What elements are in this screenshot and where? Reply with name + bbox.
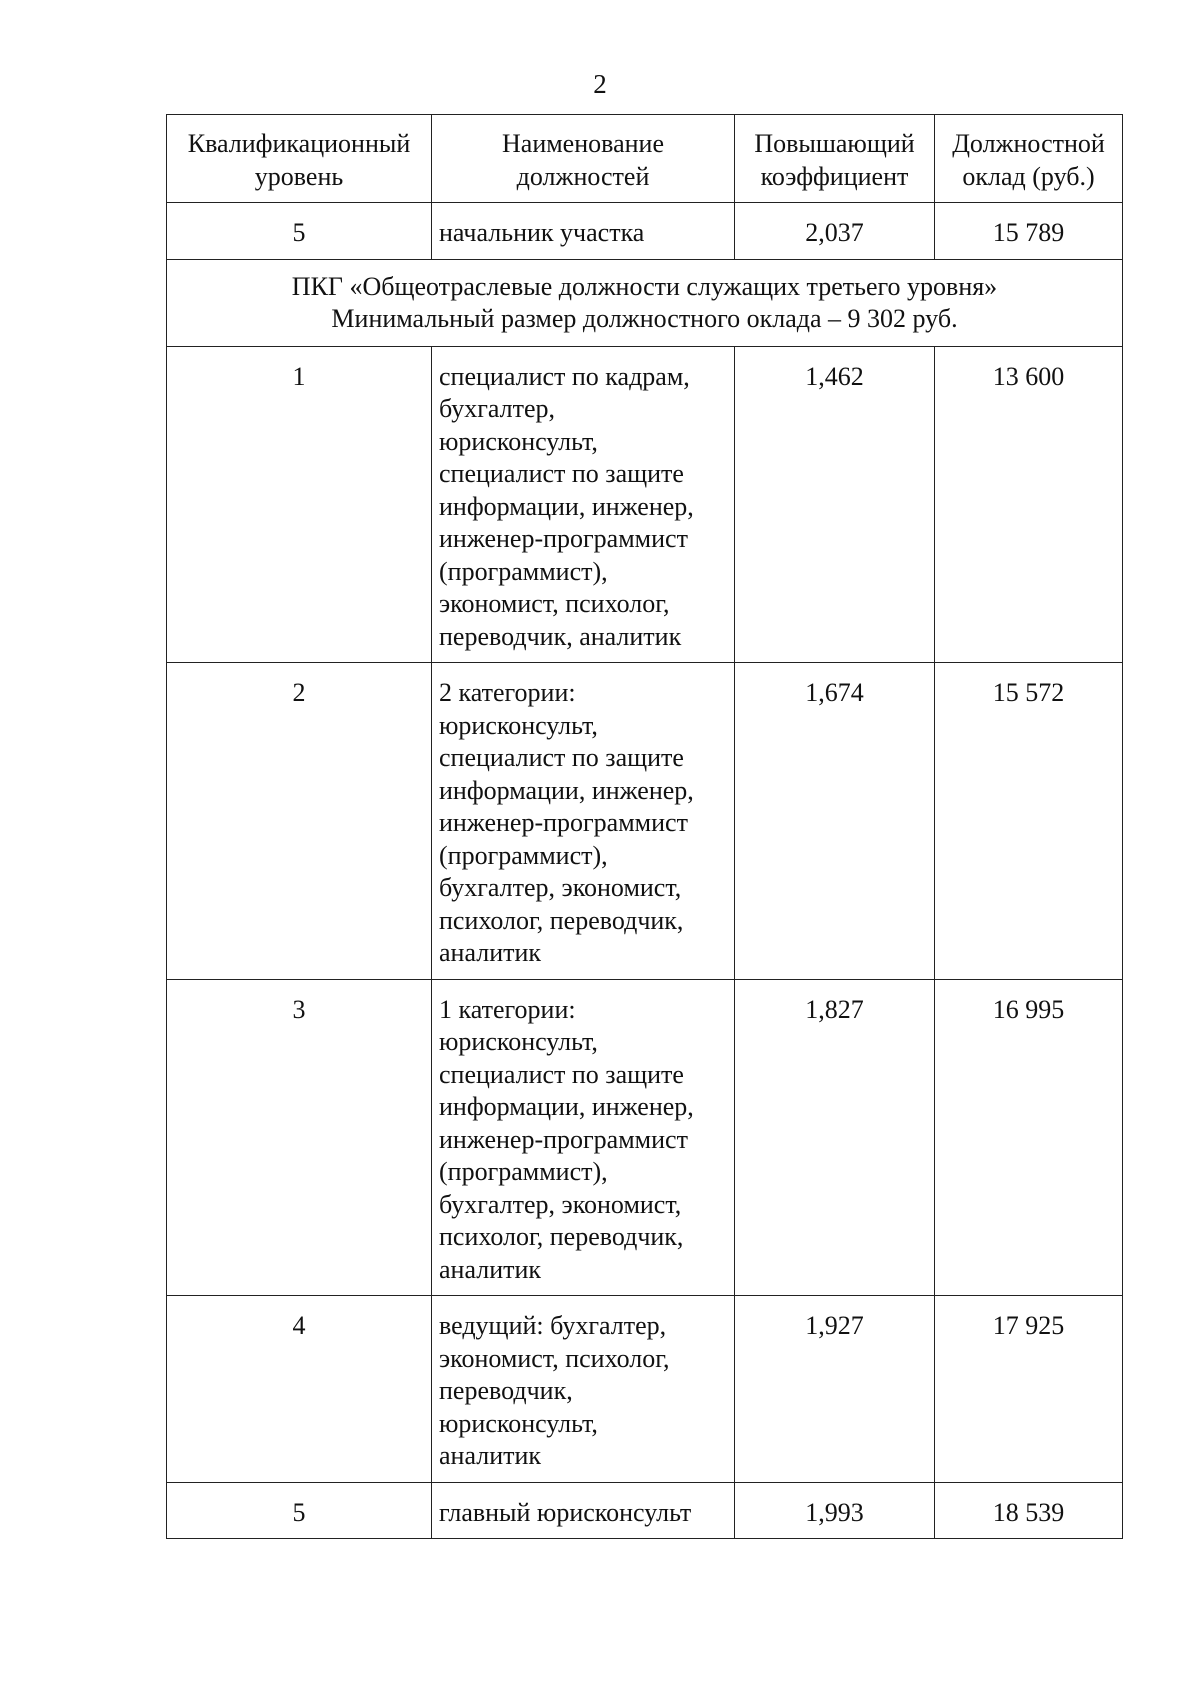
header-coefficient xyxy=(735,115,935,203)
table-row xyxy=(167,203,1123,260)
table-row xyxy=(167,979,1123,1296)
group-min-salary: Минимальный размер должностного оклада – 9 302 руб. xyxy=(331,304,958,333)
position-line: бухгалтер, xyxy=(439,394,556,423)
cell-position xyxy=(432,979,735,1296)
table-row xyxy=(167,346,1123,663)
position-line: инженер-программист xyxy=(439,808,688,837)
position-line: аналитик xyxy=(439,1441,542,1470)
cell-salary: 15 789 xyxy=(935,203,1123,260)
position-line: информации, инженер, xyxy=(439,775,694,805)
cell-level: 2 xyxy=(167,663,432,980)
cell-position: начальник участка xyxy=(432,203,735,260)
position-line: инженер-программист xyxy=(439,524,688,553)
position-line: переводчик, аналитик xyxy=(439,621,682,651)
position-line: 2 категории: xyxy=(439,678,576,707)
position-line: юрисконсульт, xyxy=(439,710,598,740)
cell-coefficient: 2,037 xyxy=(735,203,935,260)
position-line: 1 категории: xyxy=(439,994,576,1024)
position-line: главный юрисконсульт xyxy=(439,1497,692,1527)
header-level xyxy=(167,115,432,203)
table-row xyxy=(167,1482,1123,1539)
header-coefficient-line: Повышающий xyxy=(754,129,915,158)
position-line: специалист по защите xyxy=(439,743,684,772)
header-position-line: должностей xyxy=(516,161,650,191)
position-line: информации, инженер, xyxy=(439,1092,694,1121)
position-line: юрисконсульт, xyxy=(439,1408,598,1438)
cell-salary: 13 600 xyxy=(935,346,1123,663)
salary-table xyxy=(166,114,1123,1539)
header-position-line: Наименование xyxy=(502,129,664,158)
cell-salary: 15 572 xyxy=(935,663,1123,980)
position-line: бухгалтер, экономист, xyxy=(439,873,682,902)
cell-coefficient: 1,827 xyxy=(735,979,935,1296)
header-coefficient-line: коэффициент xyxy=(760,161,909,191)
header-salary-line: Должностной xyxy=(952,129,1105,158)
cell-position xyxy=(432,1482,735,1539)
cell-salary: 17 925 xyxy=(935,1296,1123,1483)
position-line: инженер-программист xyxy=(439,1124,688,1154)
table-row xyxy=(167,1296,1123,1483)
header-level-line: Квалификационный xyxy=(187,129,411,158)
group-title: ПКГ «Общеотраслевые должности служащих третьего уровня» xyxy=(291,271,998,301)
position-line: бухгалтер, экономист, xyxy=(439,1189,682,1219)
cell-level: 5 xyxy=(167,203,432,260)
cell-salary: 18 539 xyxy=(935,1482,1123,1539)
position-line: аналитик xyxy=(439,1254,542,1284)
cell-coefficient: 1,993 xyxy=(735,1482,935,1539)
cell-coefficient: 1,462 xyxy=(735,346,935,663)
cell-position xyxy=(432,663,735,980)
position-line: специалист по кадрам, xyxy=(439,361,690,391)
position-line: (программист), xyxy=(439,840,608,870)
cell-position xyxy=(432,346,735,663)
header-level-line: уровень xyxy=(254,161,344,191)
position-line: информации, инженер, xyxy=(439,491,694,521)
page-number: 2 xyxy=(593,69,607,99)
position-line: специалист по защите xyxy=(439,1059,684,1089)
cell-position xyxy=(432,1296,735,1483)
position-line: специалист по защите xyxy=(439,459,684,488)
cell-coefficient: 1,927 xyxy=(735,1296,935,1483)
cell-coefficient: 1,674 xyxy=(735,663,935,980)
table-header-row xyxy=(167,115,1123,203)
header-position xyxy=(432,115,735,203)
position-line: экономист, психолог, xyxy=(439,589,670,618)
position-line: (программист), xyxy=(439,1157,608,1186)
position-line: (программист), xyxy=(439,556,608,586)
header-salary xyxy=(935,115,1123,203)
cell-level: 5 xyxy=(167,1482,432,1539)
position-line: аналитик xyxy=(439,938,542,967)
group-header-row xyxy=(167,259,1123,346)
position-line: ведущий: бухгалтер, xyxy=(439,1311,667,1340)
cell-level: 1 xyxy=(167,346,432,663)
cell-salary: 16 995 xyxy=(935,979,1123,1296)
cell-level: 4 xyxy=(167,1296,432,1483)
position-line: переводчик, xyxy=(439,1376,573,1405)
header-salary-line: оклад (руб.) xyxy=(962,161,1095,191)
group-header-cell xyxy=(167,259,1123,346)
table-row xyxy=(167,663,1123,980)
position-line: юрисконсульт, xyxy=(439,426,598,456)
position-line: психолог, переводчик, xyxy=(439,905,684,935)
position-line: экономист, психолог, xyxy=(439,1343,670,1373)
position-line: психолог, переводчик, xyxy=(439,1222,684,1251)
cell-level: 3 xyxy=(167,979,432,1296)
position-line: юрисконсульт, xyxy=(439,1027,598,1056)
